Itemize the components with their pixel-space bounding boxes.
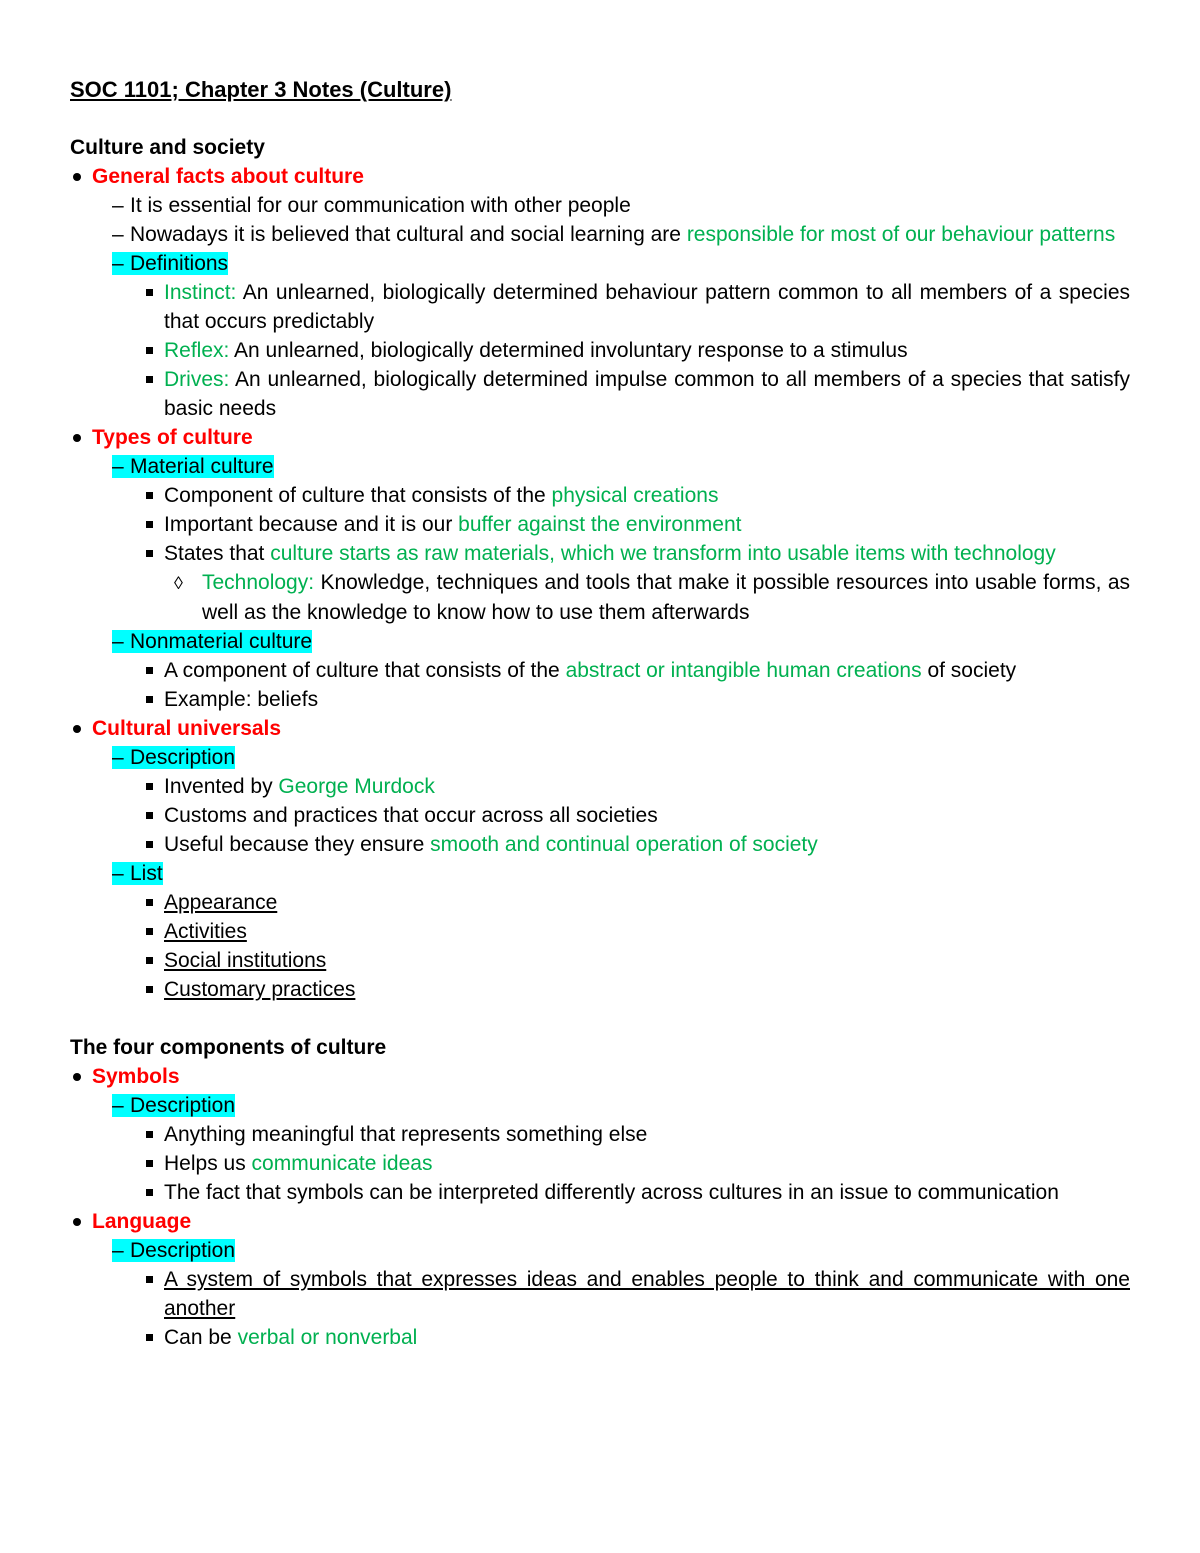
note-text: Can be [164, 1326, 238, 1349]
definition-text: An unlearned, biologically determined behaviour pattern common to all members of a species that occurs predictably [164, 281, 1130, 333]
square-bullet-icon [146, 899, 153, 906]
emphasis-text: George Murdock [278, 775, 435, 798]
square-bullet-icon [146, 1189, 153, 1196]
section-heading-culture-society: Culture and society [70, 136, 265, 159]
list-item [70, 1236, 1130, 1265]
square-bullet-icon [146, 957, 153, 964]
subheading-definitions: – Definitions [112, 252, 228, 275]
note-text: Invented by [164, 775, 279, 798]
square-bullet-icon [146, 696, 153, 703]
emphasis-text: smooth and continual operation of society [430, 833, 818, 856]
emphasis-text: responsible for most of our behaviour patterns [686, 223, 1116, 246]
document-page [70, 75, 1130, 1352]
list-item [70, 714, 1130, 743]
list-item [70, 1062, 1130, 1091]
list-item [70, 1091, 1130, 1120]
square-bullet-icon [146, 492, 153, 499]
note-text: Component of culture that consists of the [164, 484, 552, 507]
list-item [70, 1120, 1130, 1149]
square-bullet-icon [146, 376, 153, 383]
square-bullet-icon [146, 783, 153, 790]
universal-item: Social institutions [164, 949, 327, 972]
square-bullet-icon [146, 1334, 153, 1341]
note-text: of society [921, 659, 1017, 682]
subheading-material-culture: – Material culture [112, 455, 274, 478]
list-item [70, 975, 1130, 1004]
list-item [70, 946, 1130, 975]
note-text: Example: beliefs [164, 688, 319, 711]
note-text: Important because and it is our [164, 513, 459, 536]
list-item [70, 510, 1130, 539]
round-bullet-icon [73, 1073, 81, 1081]
list-item [70, 772, 1130, 801]
square-bullet-icon [146, 812, 153, 819]
term-drives: Drives: [164, 368, 230, 391]
list-item [70, 568, 1130, 627]
list-item [70, 162, 1130, 191]
emphasis-text: communicate ideas [251, 1152, 433, 1175]
square-bullet-icon [146, 841, 153, 848]
note-text: States that [164, 542, 271, 565]
definition-text: Knowledge, techniques and tools that make it possible resources into usable forms, as well as the knowledge to know how to use them afterwards [202, 571, 1130, 624]
dash-bullet-icon: – [112, 630, 124, 653]
list-item [70, 1323, 1130, 1352]
note-text: Customs and practices that occur across all societies [164, 804, 658, 827]
list-item [70, 656, 1130, 685]
list-item [70, 888, 1130, 917]
topic-general-facts: General facts about culture [92, 165, 364, 188]
universal-item: Appearance [164, 891, 278, 914]
round-bullet-icon [73, 434, 81, 442]
round-bullet-icon [73, 1218, 81, 1226]
round-bullet-icon [73, 725, 81, 733]
square-bullet-icon [146, 667, 153, 674]
square-bullet-icon [146, 550, 153, 557]
square-bullet-icon [146, 928, 153, 935]
term-technology: Technology: [202, 571, 315, 594]
definition-text: An unlearned, biologically determined involuntary response to a stimulus [229, 339, 908, 362]
list-item [70, 220, 1130, 249]
list-item [70, 249, 1130, 278]
subheading-description: – Description [112, 1239, 235, 1262]
universal-item: Customary practices [164, 978, 356, 1001]
term-reflex: Reflex: [164, 339, 230, 362]
emphasis-text: physical creations [551, 484, 719, 507]
subheading-description: – Description [112, 1094, 235, 1117]
term-instinct: Instinct: [164, 281, 237, 304]
emphasis-text: verbal or nonverbal [237, 1326, 418, 1349]
dash-bullet-icon: – [112, 223, 124, 246]
diamond-bullet-icon: ◊ [174, 573, 183, 593]
list-item [70, 627, 1130, 656]
dash-bullet-icon: – [112, 1239, 124, 1262]
list-item [70, 365, 1130, 423]
square-bullet-icon [146, 521, 153, 528]
list-item [70, 685, 1130, 714]
list-item [70, 423, 1130, 452]
dash-bullet-icon: – [112, 1094, 124, 1117]
square-bullet-icon [146, 1276, 153, 1283]
list-item [70, 336, 1130, 365]
dash-bullet-icon: – [112, 862, 124, 885]
section-heading-four-components: The four components of culture [70, 1036, 387, 1059]
note-text: Nowadays it is believed that cultural and social learning are [130, 223, 687, 246]
topic-symbols: Symbols [92, 1065, 180, 1088]
page-title: SOC 1101; Chapter 3 Notes (Culture) [70, 77, 452, 102]
list-item [70, 539, 1130, 568]
round-bullet-icon [73, 173, 81, 181]
topic-language: Language [92, 1210, 192, 1233]
dash-bullet-icon: – [112, 252, 124, 275]
note-text: A component of culture that consists of the [164, 659, 566, 682]
note-text: Anything meaningful that represents something else [164, 1123, 648, 1146]
definition-text: An unlearned, biologically determined impulse common to all members of a species that satisfy basic needs [164, 368, 1130, 420]
list-item [70, 481, 1130, 510]
note-text: It is essential for our communication with other people [130, 194, 631, 217]
definition-text: A system of symbols that expresses ideas and enables people to think and communicate with one another [164, 1268, 1130, 1320]
list-item [70, 278, 1130, 336]
square-bullet-icon [146, 347, 153, 354]
list-item [70, 452, 1130, 481]
dash-bullet-icon: – [112, 746, 124, 769]
square-bullet-icon [146, 1160, 153, 1167]
list-item [70, 1207, 1130, 1236]
topic-types-of-culture: Types of culture [92, 426, 253, 449]
subheading-description: – Description [112, 746, 235, 769]
note-text: Useful because they ensure [164, 833, 431, 856]
note-text: The fact that symbols can be interpreted differently across cultures in an issue to communication [164, 1181, 1059, 1204]
list-item [70, 1149, 1130, 1178]
paragraph-spacer [70, 1004, 1130, 1033]
subheading-list: – List [112, 862, 163, 885]
square-bullet-icon [146, 986, 153, 993]
list-item [70, 743, 1130, 772]
subheading-nonmaterial-culture: – Nonmaterial culture [112, 630, 312, 653]
list-item [70, 1265, 1130, 1323]
list-item [70, 859, 1130, 888]
emphasis-text: culture starts as raw materials, which we transform into usable items with technology [270, 542, 1056, 565]
list-item [70, 801, 1130, 830]
note-text: Helps us [164, 1152, 252, 1175]
dash-bullet-icon: – [112, 194, 124, 217]
dash-bullet-icon: – [112, 455, 124, 478]
emphasis-text: abstract or intangible human creations [565, 659, 922, 682]
universal-item: Activities [164, 920, 247, 943]
list-item [70, 830, 1130, 859]
list-item [70, 1178, 1130, 1207]
list-item [70, 191, 1130, 220]
square-bullet-icon [146, 1131, 153, 1138]
emphasis-text: buffer against the environment [458, 513, 742, 536]
topic-cultural-universals: Cultural universals [92, 717, 282, 740]
square-bullet-icon [146, 289, 153, 296]
list-item [70, 917, 1130, 946]
